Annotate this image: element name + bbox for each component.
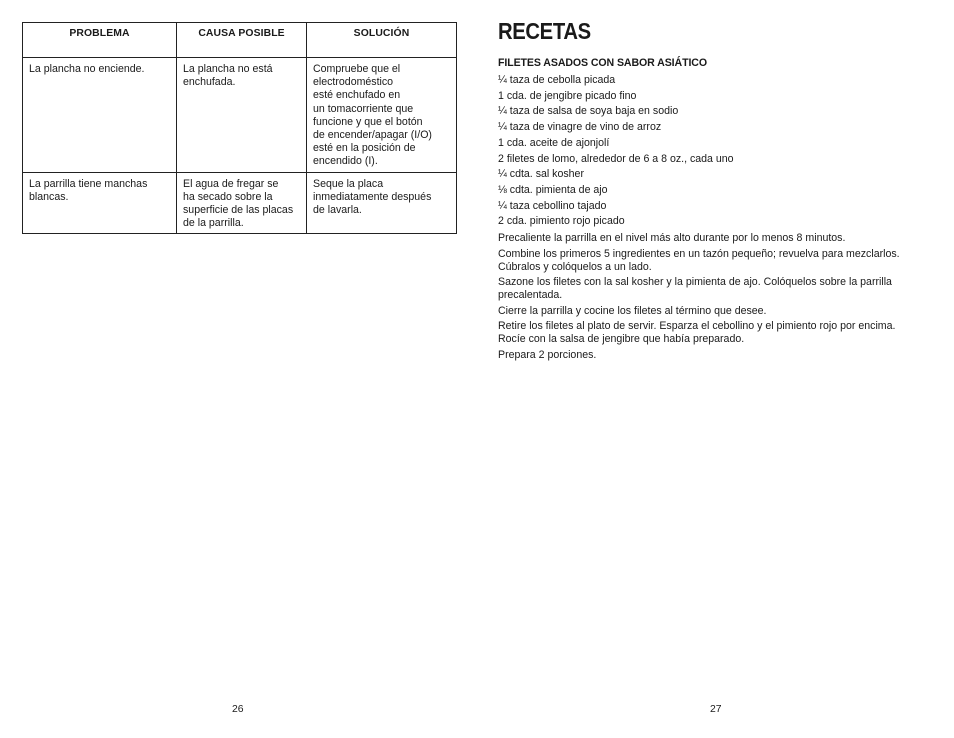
- ingredient-item: ¼ cdta. sal kosher: [498, 168, 584, 181]
- ingredient-item: ¼ taza cebollino tajado: [498, 199, 607, 212]
- instruction-step: Precaliente la parrilla en el nivel más alto durante por lo menos 8 minutos.: [498, 232, 846, 245]
- page-number-right: 27: [710, 704, 722, 715]
- cause-cell: La plancha no está enchufada.: [177, 58, 307, 173]
- instruction-step: Prepara 2 porciones.: [498, 349, 597, 361]
- ingredient-item: 2 filetes de lomo, alrededor de 6 a 8 oz., cada uno: [498, 152, 734, 165]
- ingredient-item: 1 cda. de jengibre picado fino: [498, 89, 637, 102]
- ingredient-item: 2 cda. pimiento rojo picado: [498, 215, 625, 228]
- instruction-step: Retire los filetes al plato de servir. Esparza el cebollino y el pimiento rojo por encima. Rocíe con la salsa de jengibre que había preparado.: [498, 320, 896, 346]
- ingredient-item: ¼ taza de salsa de soya baja en sodio: [498, 105, 679, 118]
- instruction-step: Cierre la parrilla y cocine los filetes al término que desee.: [498, 304, 767, 317]
- table-header-row: [23, 23, 457, 58]
- problem-cell: La plancha no enciende.: [23, 58, 177, 173]
- instructions: [498, 232, 918, 362]
- ingredient-item: ⅛ cdta. pimienta de ajo: [498, 183, 608, 196]
- column-header-solution: SOLUCIÓN: [307, 23, 457, 58]
- ingredients-list: [498, 73, 918, 230]
- problem-cell: La parrilla tiene manchas blancas.: [23, 172, 177, 234]
- cause-cell: El agua de fregar se ha secado sobre la superficie de las placas de la parrilla.: [177, 172, 307, 234]
- ingredient-item: 1 cda. aceite de ajonjolí: [498, 136, 610, 149]
- page-number-left: 26: [232, 704, 244, 715]
- ingredient-item: ¼ taza de vinagre de vino de arroz: [498, 121, 662, 134]
- solution-cell: Compruebe que el electrodoméstico esté enchufado en un tomacorriente que funcione y que el botón de encender/apagar (I/O) esté en la posición de encendido (I).: [307, 58, 457, 173]
- table-row: [23, 58, 457, 173]
- column-header-cause: CAUSA POSIBLE: [177, 23, 307, 58]
- instruction-step: Sazone los filetes con la sal kosher y la pimienta de ajo. Colóquelos sobre la parrilla precalentada.: [498, 276, 892, 302]
- ingredient-item: ¼ taza de cebolla picada: [498, 74, 616, 86]
- troubleshooting-table: [22, 22, 457, 234]
- column-header-problem: PROBLEMA: [23, 23, 177, 58]
- table-row: [23, 172, 457, 234]
- instruction-step: Combine los primeros 5 ingredientes en un tazón pequeño; revuelva para mezclarlos. Cúbralos y colóquelos a un lado.: [498, 247, 900, 273]
- recipes-section: [498, 18, 918, 365]
- recipes-title: RECETAS: [498, 18, 591, 44]
- solution-cell: Seque la placa inmediatamente después de lavarla.: [307, 172, 457, 234]
- recipe-name: FILETES ASADOS CON SABOR ASIÁTICO: [498, 57, 707, 69]
